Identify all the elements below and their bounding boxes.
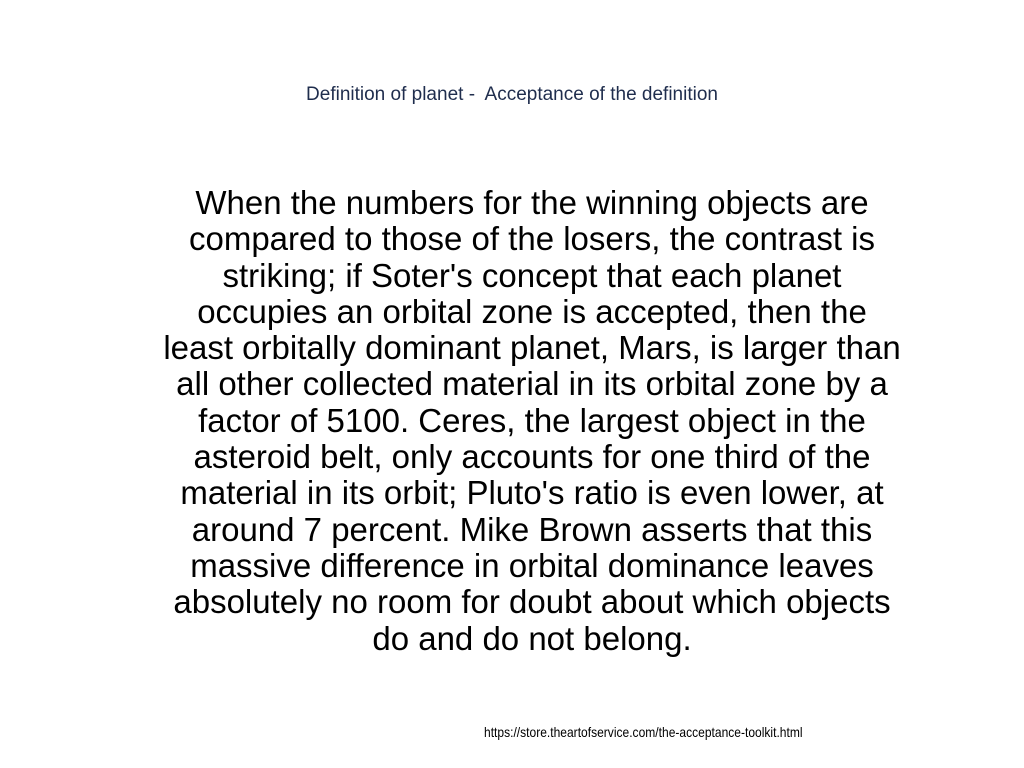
body-line: occupies an orbital zone is accepted, then the: [197, 292, 867, 330]
body-line: factor of 5100. Ceres, the largest object in the: [198, 401, 866, 439]
body-line: compared to those of the losers, the contrast is: [188, 220, 876, 258]
body-line: least orbitally dominant planet, Mars, is larger than: [163, 329, 901, 367]
body-line: do and do not belong.: [372, 619, 692, 657]
body-line: around 7 percent. Mike Brown asserts that this: [191, 510, 873, 548]
footer-url-link[interactable]: https://store.theartofservice.com/the-acceptance-toolkit.html: [484, 724, 803, 740]
slide-title: Definition of planet - Acceptance of the definition: [306, 84, 718, 105]
slide-body-text: [96, 185, 968, 657]
body-line: When the numbers for the winning objects are: [195, 184, 869, 221]
body-line: absolutely no room for doubt about which objects: [173, 583, 891, 621]
body-line: striking; if Soter's concept that each planet: [222, 256, 842, 294]
body-line: material in its orbit; Pluto's ratio is even lower, at: [180, 474, 884, 512]
body-line: all other collected material in its orbital zone by a: [176, 365, 888, 403]
body-line: asteroid belt, only accounts for one third of the: [193, 438, 871, 476]
body-line: massive difference in orbital dominance leaves: [190, 546, 874, 584]
